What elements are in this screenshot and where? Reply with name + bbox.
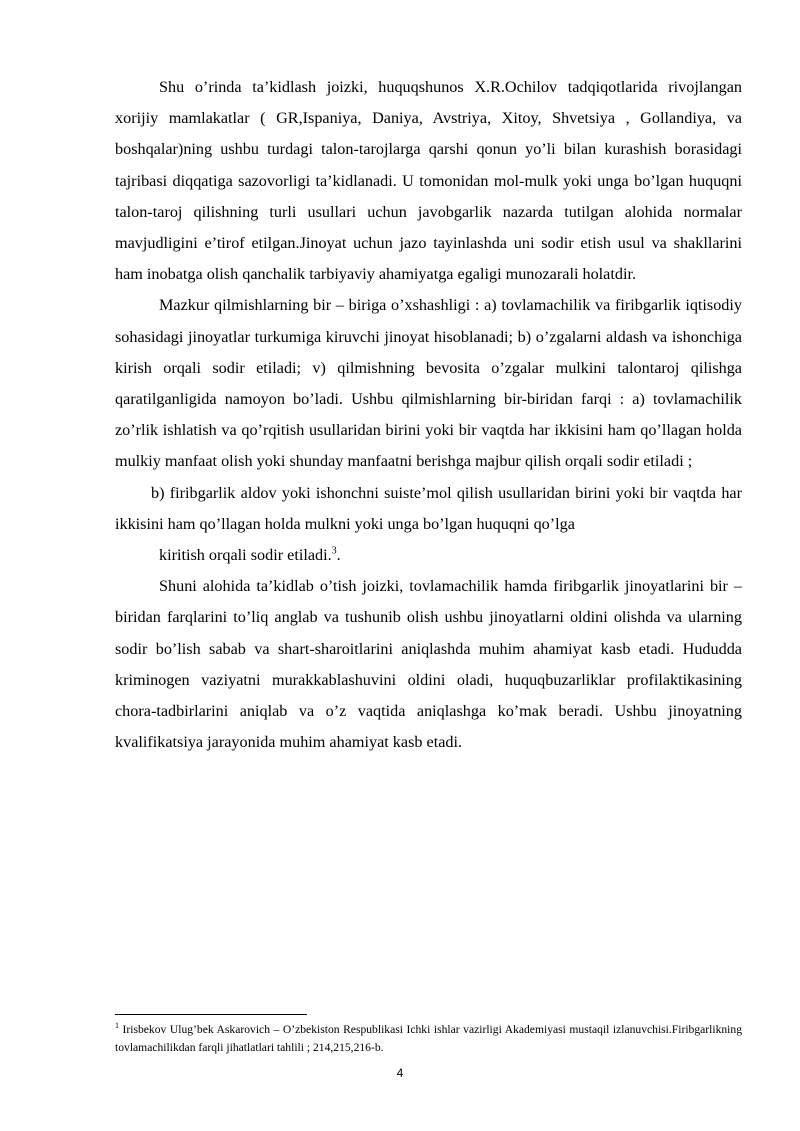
footnote-separator [115,1014,307,1015]
footnote [115,1021,742,1056]
paragraph-2: Mazkur qilmishlarning bir – biriga o’xshashligi : a) tovlamachilik va firibgarlik iqtisodiy sohasidagi jinoyatlar turkumiga kiruvchi jinoyat hisoblanadi; b) o’zgalarni aldash va ishonchiga kirish orqali sodir etiladi; v) qilmishning bevosita o’zgalar mulkini talontaroj qilishga qaratilganligida namoyon bo’ladi. Ushbu qilmishlarning bir-biridan farqi : a) tovlamachilik zo’rlik ishlatish va qo’rqitish usullaridan birini yoki bir vaqtda har ikkisini ham qo’llagan holda mulkiy manfaat olish yoki shunday manfaatni berishga majbur qilish orqali sodir etiladi ; [115,296,742,471]
paragraph-3-end-text: kiritish orqali sodir etiladi. [159,546,332,565]
paragraph-1: Shu o’rinda ta’kidlash joizki, huquqshunos X.R.Ochilov tadqiqotlarida rivojlangan xorijiy mamlakatlar ( GR,Ispaniya, Daniya, Avstriya, Xitoy, Shvetsiya , Gollandiya, va boshqalar)ning ushbu turdagi talon-tarojlarga qarshi qonun yo’li bilan kurashish borasidagi tajribasi diqqatiga sazovorligi ta’kidlanadi. U tomonidan mol-mulk yoki unga bo’lgan huquqni talon-taroj qilishning turli usullari uchun javobgarlik nazarda tutilgan alohida normalar mavjudligini e’tirof etilgan.Jinoyat uchun jazo tayinlashda uni sodir etish usul va shakllarini ham inobatga olish qanchalik tarbiyaviy ahamiyatga egaligi munozarali holatdir. [115,78,742,284]
paragraph-4: Shuni alohida ta’kidlab o’tish joizki, tovlamachilik hamda firibgarlik jinoyatlarini bir – biridan farqlarini to’liq anglab va tushunib olish ushbu jinoyatlarni oldini olishda va ularning sodir bo’lish sabab va shart-sharoitlarini aniqlashda muhim ahamiyat kasb etadi. Hududda kriminogen vaziyatni murakkablashuvini oldini oladi, huquqbuzarliklar profilaktikasining chora-tadbirlarini aniqlab va o’z vaqtida aniqlashga ko’mak beradi. Ushbu jinoyatning kvalifikatsiya jarayonida muhim ahamiyat kasb etadi. [115,577,742,752]
footnote-reference: 3 [331,545,337,557]
footnote-text: Irisbekov Ulug’bek Askarovich – O’zbekiston Respublikasi Ichki ishlar vazirligi Akademiyasi mustaqil izlanuvchisi.Firibgarlikning tovlamachilikdan farqli jihatlatlari tahlili ; 214,215,216-b. [115,1023,742,1054]
paragraph-3-continuation [115,540,742,571]
page-number: 4 [396,1066,404,1080]
paragraph-3: b) firibgarlik aldov yoki ishonchni suiste’mol qilish usullaridan birini yoki bir vaqtda har ikkisini ham qo’llagan holda mulkni yoki unga bo’lgan huquqni qo’lga [115,483,742,533]
footnote-marker: 1 [115,1021,119,1031]
paragraph-3-period: . [336,546,341,565]
body-text [115,72,742,758]
